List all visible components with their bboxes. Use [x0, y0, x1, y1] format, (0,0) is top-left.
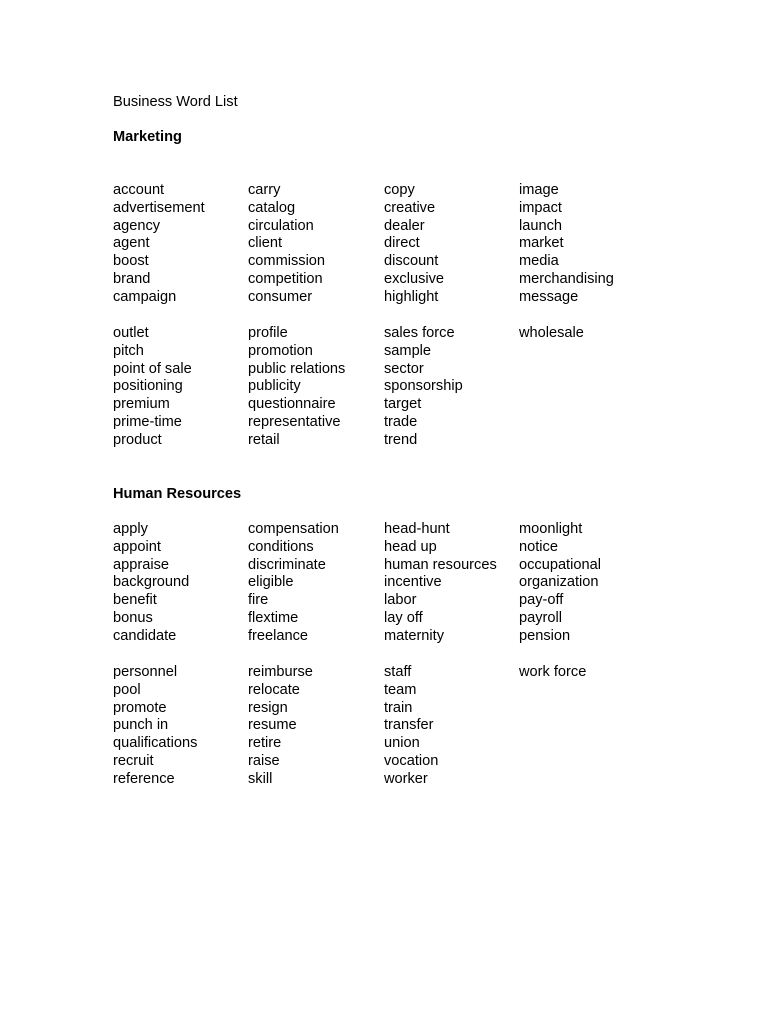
word-item: premium	[113, 396, 170, 413]
word-item: media	[519, 253, 559, 270]
word-item: lay off	[384, 609, 423, 626]
word-item: benefit	[113, 592, 157, 609]
word-column	[248, 325, 345, 450]
word-item: vocation	[384, 752, 439, 769]
word-item: direct	[384, 235, 420, 252]
word-item: competition	[248, 270, 323, 287]
word-item: fire	[248, 592, 269, 609]
word-item: positioning	[113, 378, 183, 395]
word-item: skill	[248, 770, 273, 787]
word-item: raise	[248, 752, 280, 769]
word-column	[248, 664, 313, 789]
word-item: copy	[384, 182, 415, 198]
word-item: profile	[248, 325, 288, 341]
word-item: publicity	[248, 378, 301, 395]
word-item: recruit	[113, 752, 154, 769]
word-item: team	[384, 681, 417, 698]
word-item: background	[113, 574, 190, 591]
word-item: exclusive	[384, 270, 445, 287]
word-item: advertisement	[113, 199, 205, 216]
word-item: transfer	[384, 717, 434, 734]
word-column	[519, 182, 614, 307]
word-item: point of sale	[113, 360, 192, 377]
word-item: client	[248, 235, 283, 252]
word-item: highlight	[384, 288, 439, 305]
word-column	[519, 521, 601, 646]
word-item: worker	[384, 770, 428, 787]
word-item: moonlight	[519, 521, 583, 537]
word-column	[384, 182, 444, 307]
word-item: merchandising	[519, 270, 614, 287]
word-item: launch	[519, 217, 563, 234]
word-item: staff	[384, 664, 412, 680]
word-item: notice	[519, 538, 558, 555]
word-item: promote	[113, 699, 167, 716]
word-item: occupational	[519, 556, 601, 573]
word-item: eligible	[248, 574, 294, 591]
word-item: human resources	[384, 556, 497, 573]
word-item: union	[384, 735, 420, 752]
word-item: labor	[384, 592, 417, 609]
word-item: appraise	[113, 556, 169, 573]
word-item: target	[384, 396, 422, 413]
word-item: head up	[384, 538, 437, 555]
word-item: questionnaire	[248, 396, 336, 413]
word-item: catalog	[248, 199, 296, 216]
word-column	[384, 664, 438, 789]
word-column	[248, 182, 325, 307]
word-item: head-hunt	[384, 521, 450, 537]
word-item: relocate	[248, 681, 300, 698]
word-item: punch in	[113, 717, 169, 734]
word-item: agency	[113, 217, 161, 234]
word-item: retail	[248, 431, 280, 448]
word-column	[519, 325, 584, 343]
word-item: account	[113, 182, 165, 198]
word-item: resign	[248, 699, 288, 716]
word-item: resume	[248, 717, 297, 734]
word-item: reimburse	[248, 664, 313, 680]
page-title: Business Word List	[113, 94, 238, 110]
word-item: image	[519, 182, 559, 198]
word-item: prime-time	[113, 413, 182, 430]
word-item: payroll	[519, 609, 562, 626]
word-column	[248, 521, 339, 646]
word-item: pension	[519, 627, 571, 644]
word-item: conditions	[248, 538, 314, 555]
word-item: pitch	[113, 342, 144, 359]
word-item: impact	[519, 199, 562, 216]
word-item: consumer	[248, 288, 313, 305]
word-item: bonus	[113, 609, 153, 626]
word-column	[519, 664, 586, 682]
word-item: flextime	[248, 609, 299, 626]
word-column	[384, 325, 463, 450]
word-item: incentive	[384, 574, 442, 591]
word-item: message	[519, 288, 579, 305]
word-item: sales force	[384, 325, 455, 341]
word-item: retire	[248, 735, 282, 752]
word-item: organization	[519, 574, 599, 591]
word-item: outlet	[113, 325, 149, 341]
word-item: carry	[248, 182, 281, 198]
word-item: campaign	[113, 288, 177, 305]
word-column	[113, 664, 197, 789]
word-item: product	[113, 431, 162, 448]
word-item: wholesale	[519, 325, 584, 341]
word-item: public relations	[248, 360, 346, 377]
word-item: trend	[384, 431, 418, 448]
word-item: pay-off	[519, 592, 564, 609]
word-item: boost	[113, 253, 149, 270]
word-item: sector	[384, 360, 424, 377]
word-item: personnel	[113, 664, 178, 680]
section-heading-human-resources: Human Resources	[113, 486, 242, 502]
word-item: creative	[384, 199, 436, 216]
word-item: compensation	[248, 521, 339, 537]
word-item: apply	[113, 521, 148, 537]
word-item: appoint	[113, 538, 161, 555]
word-item: trade	[384, 413, 418, 430]
word-item: train	[384, 699, 413, 716]
word-item: discriminate	[248, 556, 326, 573]
word-item: reference	[113, 770, 175, 787]
word-column	[113, 521, 189, 646]
word-item: market	[519, 235, 564, 252]
word-column	[113, 182, 205, 307]
word-item: candidate	[113, 627, 177, 644]
word-item: pool	[113, 681, 141, 698]
section-heading-marketing: Marketing	[113, 129, 182, 145]
word-item: circulation	[248, 217, 314, 234]
word-item: discount	[384, 253, 439, 270]
word-item: work force	[519, 664, 587, 680]
word-item: sponsorship	[384, 378, 463, 395]
word-item: dealer	[384, 217, 425, 234]
word-item: brand	[113, 270, 151, 287]
word-item: qualifications	[113, 735, 198, 752]
word-column	[384, 521, 497, 646]
word-item: agent	[113, 235, 150, 252]
word-item: promotion	[248, 342, 313, 359]
word-column	[113, 325, 192, 450]
word-item: commission	[248, 253, 326, 270]
word-item: representative	[248, 413, 341, 430]
word-item: sample	[384, 342, 432, 359]
word-item: freelance	[248, 627, 309, 644]
word-item: maternity	[384, 627, 445, 644]
